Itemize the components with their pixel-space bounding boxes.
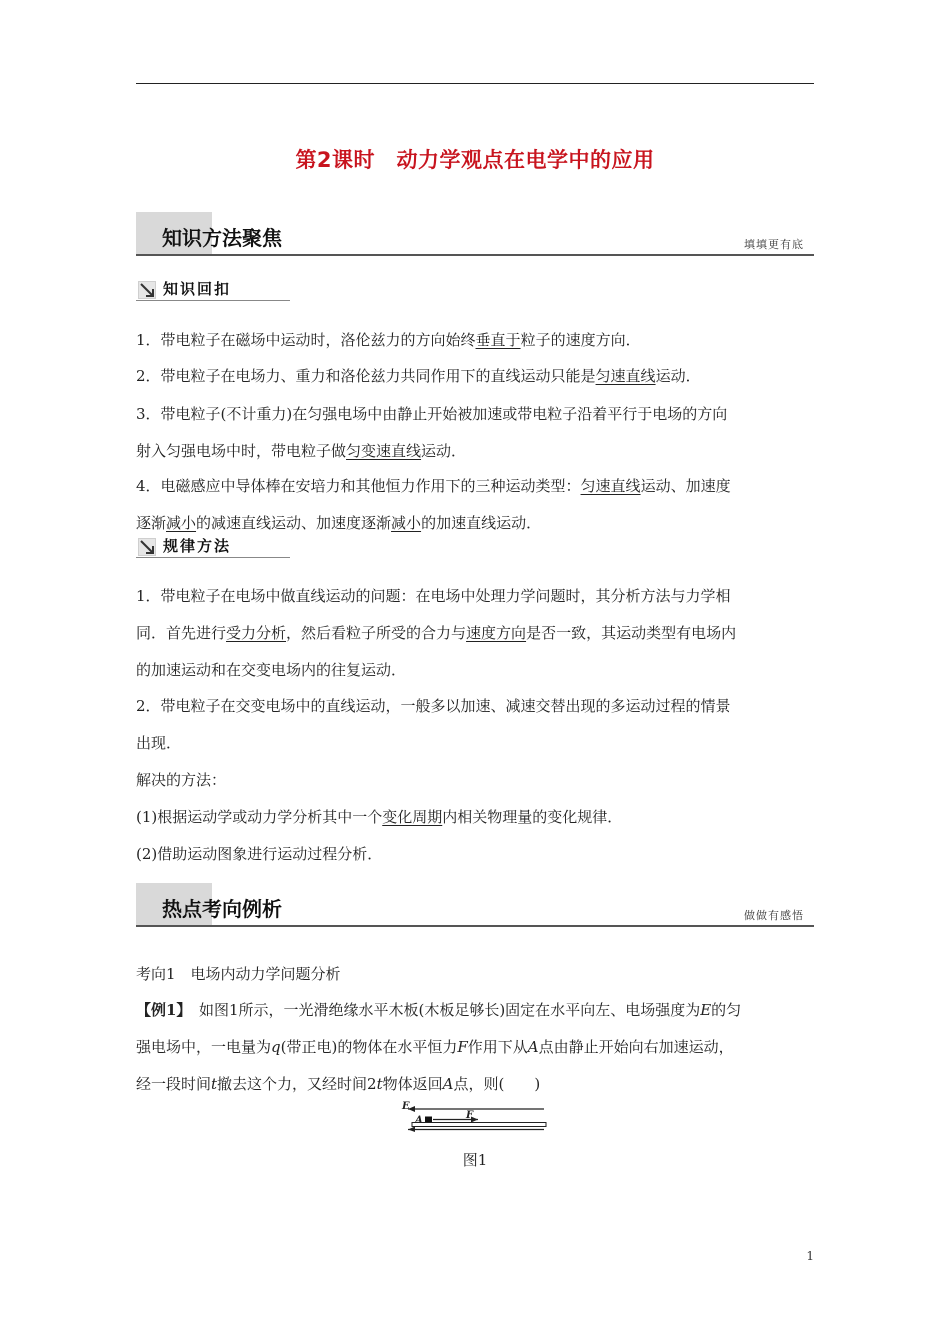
object-block <box>425 1117 432 1123</box>
subheader-title: 规律方法 <box>163 537 232 555</box>
subheader-rule <box>136 557 290 558</box>
figure-label-A: A <box>415 1115 423 1126</box>
header-rule <box>136 83 814 84</box>
figure-label-F: F <box>466 1110 474 1121</box>
method-solution-heading: 解决的方法： <box>136 771 227 789</box>
figure-1-diagram <box>400 1098 550 1132</box>
knowledge-item-1: 1．带电粒子在磁场中运动时，洛伦兹力的方向始终垂直于粒子的速度方向． <box>136 331 641 349</box>
section-title: 热点考向例析 <box>162 897 282 921</box>
method-item-2: 2．带电粒子在交变电场中的直线运动，一般多以加速、减速交替出现的多运动过程的情景 出现． <box>136 697 731 752</box>
method-item-1: 1．带电粒子在电场中做直线运动的问题：在电场中处理力学问题时，其分析方法与力学相 同．首先进行受力分析，然后看粒子所受的合力与速度方向是否一致，其运动类型有电场内 的加速运动和在交变电场内的往复运动． <box>136 587 737 679</box>
section-title: 知识方法聚焦 <box>162 226 282 250</box>
example-1: 【例1】 如图1所示，一光滑绝缘水平木板(木板足够长)固定在水平向左、电场强度为E的匀 强电场中，一电量为q(带正电)的物体在水平恒力F作用下从A点由静止开始向右加速运动， 经一段时间t撤去这个力，又经时间2t物体返回A点，则( ) <box>136 1001 742 1093</box>
section-rule <box>136 254 814 256</box>
subheader-mark-icon <box>138 538 156 556</box>
subheader-methods <box>136 535 290 559</box>
subheader-review <box>136 278 290 302</box>
figure-label-E: E <box>402 1101 410 1112</box>
method-solution-1: (1)根据运动学或动力学分析其中一个变化周期内相关物理量的变化规律． <box>136 808 623 826</box>
section-rule <box>136 925 814 927</box>
subheader-rule <box>136 300 290 301</box>
insulating-board <box>412 1123 546 1127</box>
section-tag: 做做有感悟 <box>744 909 804 922</box>
section-header-knowledge <box>136 212 814 258</box>
subheader-title: 知识回扣 <box>163 280 232 298</box>
subheader-mark-icon <box>138 281 156 299</box>
knowledge-item-3: 3．带电粒子(不计重力)在匀强电场中由静止开始被加速或带电粒子沿着平行于电场的方向 射入匀强电场中时，带电粒子做匀变速直线运动． <box>136 405 728 460</box>
method-solution-2: (2)借助运动图象进行运动过程分析． <box>136 845 383 863</box>
topic-heading: 考向1 电场内动力学问题分析 <box>136 965 341 983</box>
knowledge-item-4: 4．电磁感应中导体棒在安培力和其他恒力作用下的三种运动类型：匀速直线运动、加速度 逐渐减小的减速直线运动、加速度逐渐减小的加速直线运动． <box>136 477 731 532</box>
lesson-title: 第2课时 动力学观点在电学中的应用 <box>295 148 655 172</box>
section-header-hotspots <box>136 883 814 929</box>
section-tag: 填填更有底 <box>744 238 804 251</box>
page-number: 1 <box>806 1249 814 1263</box>
knowledge-item-2: 2．带电粒子在电场力、重力和洛伦兹力共同作用下的直线运动只能是匀速直线运动． <box>136 367 701 385</box>
figure-caption: 图1 <box>462 1151 488 1169</box>
field-arrow-icon <box>408 1106 544 1112</box>
